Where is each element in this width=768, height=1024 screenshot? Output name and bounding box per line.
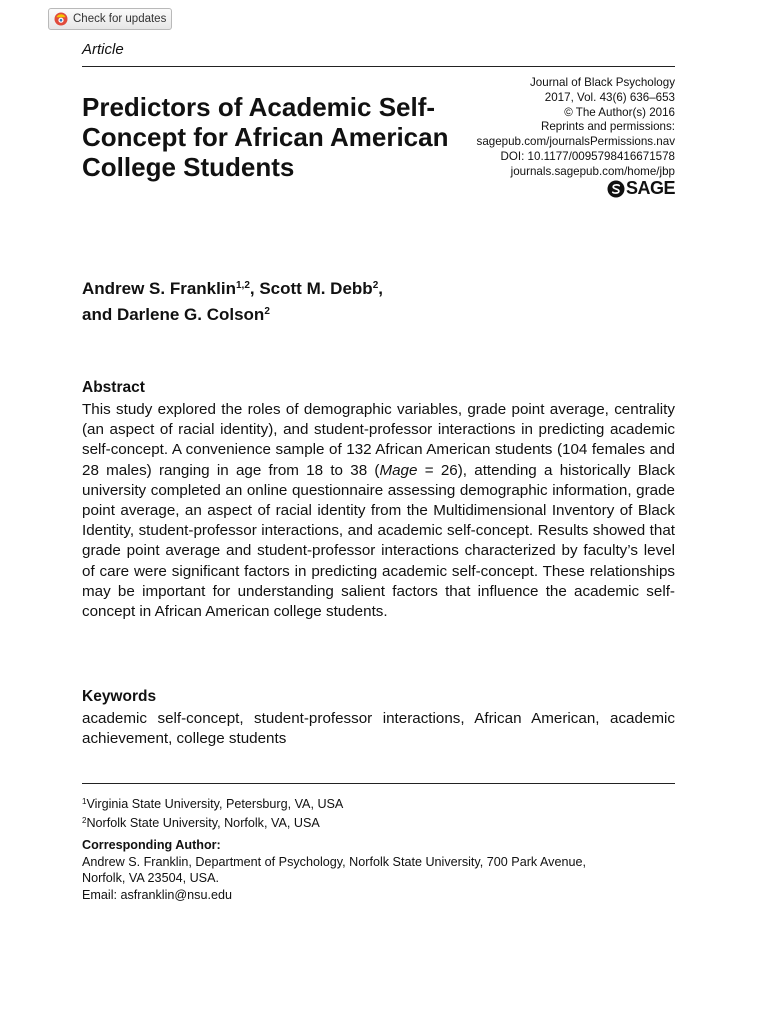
check-for-updates-label: Check for updates xyxy=(73,13,167,25)
author-3-affiliation: 2 xyxy=(264,306,270,317)
author-3: Darlene G. Colson xyxy=(116,305,265,324)
affiliations xyxy=(82,794,343,831)
abstract-part-1: This study explored the roles of demographic variables, grade point average, centrality (an aspect of racial identity), and student-professor interactions in predicting academic self-concept. A convenience sample of 132 African American students (104 females and 28 males) ranging in age from 18 to 38 ( xyxy=(82,401,675,479)
mean-age-symbol: M xyxy=(379,461,393,479)
author-list xyxy=(82,274,383,326)
author-1: Andrew S. Franklin xyxy=(82,279,236,298)
abstract-part-2: = 26), attending a historically Black university completed an online questionnaire assessing demographic information, grade point average, an aspect of racial identity from the Multidimensional Inventory of Black Identity, student-professor interactions, and academic self-concept. Results showed that grade point average and student-professor interactions characterized by faculty’s level of care were significant factors in predicting academic self-concept. These relationships may be important for understanding salient factors that influence the academic self-concept in African American college students. xyxy=(82,461,675,621)
footnote-rule xyxy=(82,783,675,784)
affiliation-text: Norfolk State University, Norfolk, VA, USA xyxy=(86,815,320,830)
affiliation-text: Virginia State University, Petersburg, VA, USA xyxy=(86,797,344,811)
author-2-affiliation: 2 xyxy=(372,280,379,291)
corresponding-heading: Corresponding Author: xyxy=(82,838,221,852)
sage-s-icon xyxy=(607,180,625,198)
journal-name: Journal of Black Psychology xyxy=(530,76,675,89)
affiliation-1 xyxy=(82,794,343,813)
corresponding-author xyxy=(82,837,586,903)
reprints-label: Reprints and permissions: xyxy=(540,120,675,134)
sage-logo xyxy=(607,178,675,199)
doi-link[interactable]: DOI: 10.1177/0095798416671578 xyxy=(500,149,675,163)
affiliation-number: 2 xyxy=(82,815,87,825)
keywords-text: academic self-concept, student-professor interactions, African American, academic achievement, college students xyxy=(82,710,675,748)
mean-age-subscript: age xyxy=(392,461,418,479)
journal-home-link[interactable]: journals.sagepub.com/home/jbp xyxy=(510,164,675,178)
abstract-text xyxy=(82,400,675,622)
reprints-link[interactable]: sagepub.com/journalsPermissions.nav xyxy=(476,135,675,149)
keywords-heading: Keywords xyxy=(82,688,157,705)
corresponding-address-1: Andrew S. Franklin, Department of Psychology, Norfolk State University, 700 Park Avenue, xyxy=(82,854,586,869)
author-2: Scott M. Debb xyxy=(259,279,373,298)
corresponding-address-2: Norfolk, VA 23504, USA. xyxy=(82,871,219,886)
abstract-heading: Abstract xyxy=(82,379,145,396)
affiliation-2 xyxy=(82,813,343,832)
journal-info xyxy=(375,76,675,180)
sage-wordmark: SAGE xyxy=(625,178,675,198)
author-and: and xyxy=(82,305,117,324)
header-rule xyxy=(82,66,675,67)
crossmark-icon xyxy=(54,12,68,26)
affiliation-number: 1 xyxy=(82,797,87,806)
check-for-updates-button[interactable] xyxy=(48,8,172,30)
author-separator: , xyxy=(378,279,383,298)
article-type: Article xyxy=(82,41,124,58)
paper-title: Predictors of Academic Self-Concept for African American College Students xyxy=(82,92,449,182)
author-separator: , xyxy=(249,279,260,298)
journal-copyright: © The Author(s) 2016 xyxy=(564,105,675,119)
journal-volume: 2017, Vol. 43(6) 636–653 xyxy=(544,90,675,104)
corresponding-email[interactable]: Email: asfranklin@nsu.edu xyxy=(82,887,232,902)
author-1-affiliation: 1,2 xyxy=(235,280,250,291)
